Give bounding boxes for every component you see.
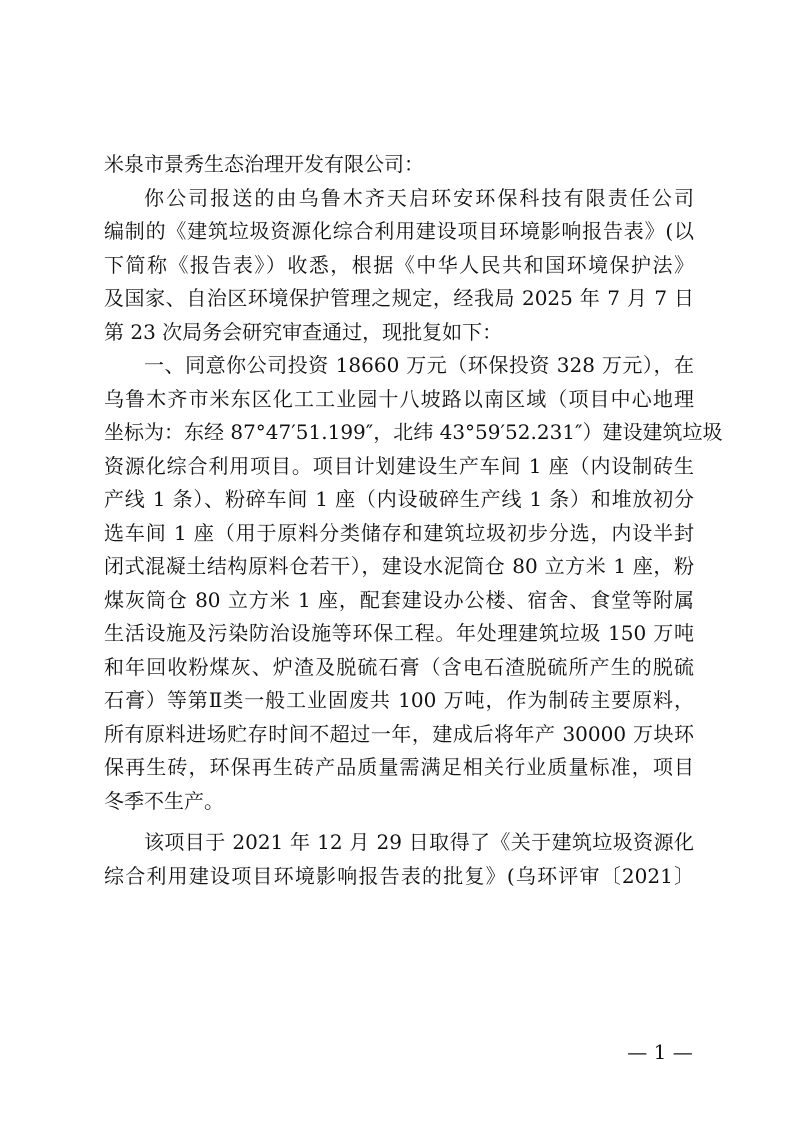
paragraph-2-line: 和年回收粉煤灰、炉渣及脱硫石膏（含电石渣脱硫所产生的脱硫 <box>104 654 694 679</box>
paragraph-2-line: 所有原料进场贮存时间不超过一年，建成后将年产 30000 万块环 <box>104 721 694 746</box>
paragraph-2-line: 产线 1 条）、粉碎车间 1 座（内设破碎生产线 1 条）和堆放初分 <box>104 487 694 511</box>
paragraph-2-line: 保再生砖，环保再生砖产品质量需满足相关行业质量标准，项目 <box>104 755 694 779</box>
paragraph-1-line: 及国家、自治区环境保护管理之规定，经我局 2025 年 7 月 7 日 <box>104 286 694 310</box>
salutation: 米泉市景秀生态治理开发有限公司： <box>104 152 424 176</box>
paragraph-2-line: 一、同意你公司投资 18660 万元（环保投资 328 万元），在 <box>144 353 694 377</box>
paragraph-1-line: 你公司报送的由乌鲁木齐天启环安环保科技有限责任公司 <box>144 185 694 210</box>
paragraph-2-line: 煤灰筒仓 80 立方米 1 座，配套建设办公楼、宿舍、食堂等附属 <box>104 587 694 612</box>
paragraph-2-line: 生活设施及污染防治设施等环保工程。年处理建筑垃圾 150 万吨 <box>104 621 694 645</box>
paragraph-2-line: 石膏）等第Ⅱ类一般工业固废共 100 万吨，作为制砖主要原料， <box>104 688 694 712</box>
paragraph-2-line: 坐标为：东经 87°47′51.199″，北纬 43°59′52.231″）建设建筑垃圾 <box>104 420 723 444</box>
page-number: — 1 — <box>627 1040 693 1064</box>
paragraph-2-line: 闭式混凝土结构原料仓若干），建设水泥筒仓 80 立方米 1 座，粉 <box>104 554 694 578</box>
paragraph-2-line: 资源化综合利用项目。项目计划建设生产车间 1 座（内设制砖生 <box>104 453 694 478</box>
paragraph-2-line: 乌鲁木齐市米东区化工工业园十八坡路以南区域（项目中心地理 <box>104 386 694 411</box>
paragraph-gap <box>104 818 694 826</box>
document-body <box>104 148 723 893</box>
paragraph-3-line: 综合利用建设项目环境影响报告表的批复》(乌环评审〔2021〕 <box>104 863 694 888</box>
paragraph-1-line: 下简称《报告表》）收悉，根据《中华人民共和国环境保护法》 <box>104 252 694 277</box>
paragraph-1-line: 第 23 次局务会研究审查通过，现批复如下： <box>104 319 503 344</box>
paragraph-3-line: 该项目于 2021 年 12 月 29 日取得了《关于建筑垃圾资源化 <box>144 830 694 854</box>
paragraph-2-line: 选车间 1 座（用于原料分类储存和建筑垃圾初步分选，内设半封 <box>104 520 694 545</box>
paragraph-1-line: 编制的《建筑垃圾资源化综合利用建设项目环境影响报告表》(以 <box>104 219 694 243</box>
paragraph-2-line: 冬季不生产。 <box>104 788 224 813</box>
